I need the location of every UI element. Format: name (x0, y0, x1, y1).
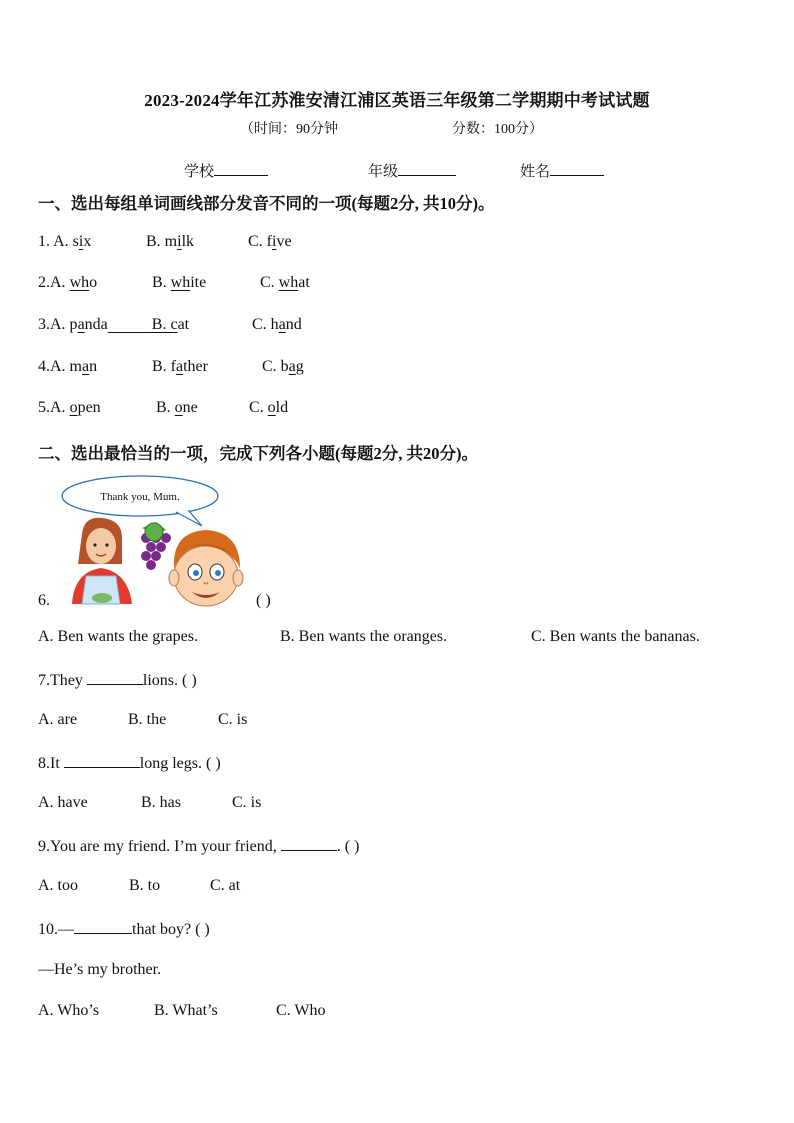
q3-option-a: A. p (50, 316, 78, 333)
q3-option-c: C. h (252, 316, 279, 333)
q1-c-rest: ve (276, 233, 292, 250)
q9-option-b: B. to (129, 877, 161, 894)
q1-option-c-wrap (248, 233, 292, 251)
q4-option-b-wrap (152, 358, 208, 376)
q3-underline-gap (108, 316, 152, 333)
q6-option-b: B. Ben wants the oranges. (280, 628, 448, 645)
q2-b-rest: ite (190, 274, 207, 291)
q2-option-c: C. (260, 274, 279, 291)
school-blank (214, 161, 268, 176)
q2-c-underlined: wh (278, 274, 299, 291)
question-8 (38, 753, 221, 773)
part2-heading: 二、选出最恰当的一项，完成下列各小题(每题2分, 共20分)。 (38, 444, 478, 463)
grade-label: 年级 (368, 164, 399, 180)
q1-c-underlined: i (272, 233, 277, 250)
q10-option-a: A. Who’s (38, 1002, 100, 1019)
grade-field (368, 160, 456, 181)
school-label: 学校 (184, 164, 215, 180)
q2-option-b-wrap (152, 274, 206, 292)
q8-stem-end: long legs. ( ) (139, 755, 221, 772)
q5-c-underlined: o (267, 399, 276, 416)
q8-blank (64, 753, 140, 768)
q2-option-a: A. (50, 274, 70, 291)
q4-option-a: A. m (50, 358, 82, 375)
q4-option-c-wrap (262, 358, 304, 376)
q4-a-rest: n (89, 358, 98, 375)
name-blank (550, 161, 604, 176)
q4-a-underlined: a (82, 358, 90, 375)
q2-b-underlined: wh (170, 274, 191, 291)
school-field (184, 160, 268, 181)
q5-option-b-wrap (156, 399, 198, 417)
q2-option-b: B. (152, 274, 171, 291)
q6-option-a: A. Ben wants the grapes. (38, 628, 198, 645)
q5-a-rest: pen (77, 399, 101, 416)
q2-number: 2. (38, 274, 50, 291)
grade-blank (398, 161, 456, 176)
q5-b-underlined: o (174, 399, 183, 416)
q5-option-b: B. (156, 399, 175, 416)
q1-option-b-wrap (146, 233, 194, 251)
q1-a-rest: x (83, 233, 92, 250)
question-3 (38, 316, 189, 334)
q6-option-c: C. Ben wants the bananas. (531, 628, 700, 645)
q5-a-underlined: o (69, 399, 78, 416)
question-10 (38, 919, 210, 939)
q4-c-rest: g (295, 358, 304, 375)
q5-option-c: C. (249, 399, 268, 416)
q5-number: 5. (38, 399, 50, 416)
page-title: 2023-2024学年江苏淮安清江浦区英语三年级第二学期期中考试试题 (144, 91, 650, 110)
q3-number: 3. (38, 316, 50, 333)
q1-a-underlined: i (78, 233, 84, 250)
q3-option-c-wrap (252, 316, 302, 334)
q3-a-underlined: a (77, 316, 85, 333)
question-5 (38, 399, 101, 417)
boy-figure (169, 530, 243, 606)
q1-option-a: A. s (53, 233, 79, 250)
q8-option-a: A. have (38, 794, 88, 811)
q3-c-underlined: a (278, 316, 286, 333)
question-2 (38, 274, 97, 292)
q9-option-a: A. too (38, 877, 78, 894)
q8-option-b: B. has (141, 794, 181, 811)
bubble-text: Thank you, Mum. (100, 491, 180, 503)
q7-option-a: A. are (38, 711, 78, 728)
q5-b-rest: ne (182, 399, 198, 416)
name-field (520, 160, 604, 181)
exam-score: 分数：100分） (452, 122, 543, 137)
q9-option-c: C. at (210, 877, 241, 894)
q10-option-c: C. Who (276, 1002, 326, 1019)
q3-b-rest: at (177, 316, 190, 333)
question-7 (38, 670, 197, 690)
q5-option-a: A. (50, 399, 70, 416)
q3-a-rest: nda (84, 316, 108, 333)
q6-answer-paren: ( ) (256, 592, 271, 609)
q10-option-b: B. What’s (154, 1002, 218, 1019)
q10-stem-end: that boy? ( ) (132, 921, 210, 938)
q8-stem: 8.It (38, 755, 64, 772)
question-9 (38, 836, 359, 856)
q10-reply: —He’s my brother. (38, 961, 162, 978)
q3-option-b: B. c (151, 316, 178, 333)
q1-b-underlined: i (177, 233, 182, 250)
q8-option-c: C. is (232, 794, 262, 811)
q7-option-c: C. is (218, 711, 248, 728)
mother-son-illustration (56, 472, 256, 610)
q1-number: 1. (38, 233, 54, 250)
q5-c-rest: ld (275, 399, 289, 416)
q2-a-underlined: wh (69, 274, 90, 291)
q5-option-c-wrap (249, 399, 288, 417)
q2-option-c-wrap (260, 274, 310, 292)
q9-stem-end: . ( ) (336, 838, 360, 855)
q4-option-c: C. b (262, 358, 289, 375)
q7-stem-end: lions. ( ) (142, 672, 197, 689)
q1-option-c: C. f (248, 233, 272, 250)
grapes-icon (141, 522, 171, 570)
q2-a-rest: o (89, 274, 98, 291)
q2-c-rest: at (298, 274, 310, 291)
q4-b-rest: ther (183, 358, 208, 375)
question-4 (38, 358, 97, 376)
q9-blank (281, 836, 337, 851)
q10-stem: 10.— (38, 921, 74, 938)
q4-option-b: B. f (152, 358, 176, 375)
name-label: 姓名 (520, 164, 551, 180)
q10-blank (74, 919, 132, 934)
q7-option-b: B. the (128, 711, 167, 728)
q7-stem: 7.They (38, 672, 87, 689)
q6-number: 6. (38, 592, 50, 609)
speech-bubble (62, 476, 218, 526)
q1-option-b: B. m (146, 233, 178, 250)
exam-time: （时间：90分钟 (240, 122, 338, 137)
question-1 (38, 233, 91, 251)
q7-blank (87, 670, 143, 685)
q4-number: 4. (38, 358, 50, 375)
q9-stem: 9.You are my friend. I’m your friend, (38, 838, 281, 855)
part1-heading: 一、选出每组单词画线部分发音不同的一项(每题2分, 共10分)。 (38, 194, 495, 213)
q4-c-underlined: a (288, 358, 296, 375)
q4-b-underlined: a (176, 358, 184, 375)
q1-b-rest: lk (181, 233, 195, 250)
q3-c-rest: nd (285, 316, 302, 333)
mother-figure (72, 518, 132, 604)
